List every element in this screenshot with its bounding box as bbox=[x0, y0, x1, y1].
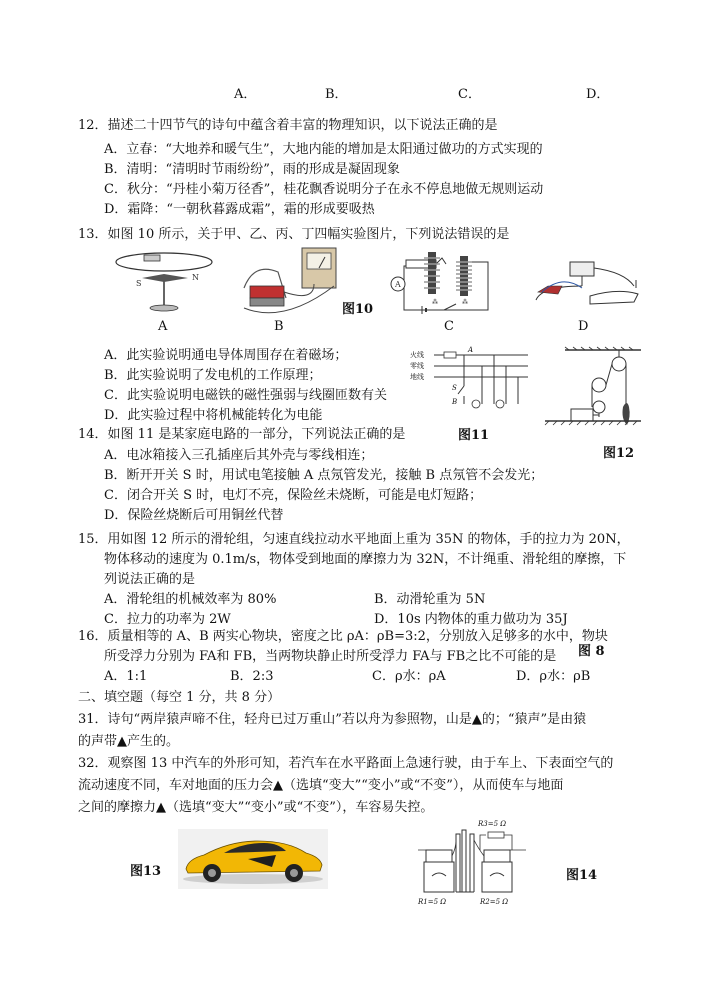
svg-text:S: S bbox=[136, 279, 142, 288]
svg-text:⁂: ⁂ bbox=[462, 299, 468, 306]
q14-option-d: D．保险丝烧断后可用铜丝代替 bbox=[104, 508, 284, 523]
q16-overlay-figure-label: 图 8 bbox=[578, 644, 605, 659]
svg-text:N: N bbox=[192, 273, 199, 282]
figure-12-caption: 图12 bbox=[603, 446, 635, 461]
q16-option-d: D．ρ水：ρB bbox=[516, 669, 591, 684]
section-2-title: 二、填空题（每空 1 分，共 8 分） bbox=[78, 690, 281, 705]
figure-10-label-d: D bbox=[578, 319, 589, 334]
figure-10-label-c: C bbox=[444, 319, 454, 334]
figure-10-d-diagram bbox=[528, 258, 644, 314]
q32-line-1: 32．观察图 13 中汽车的外形可知，若汽车在水平路面上急速行驶，由于车上、下表面空气的 bbox=[78, 756, 614, 771]
top-option-d: D． bbox=[586, 87, 610, 102]
q15-stem-line-2: 物体移动的速度为 0.1m/s，物体受到地面的摩擦力为 32N，不计绳重、滑轮组的摩擦，下 bbox=[104, 552, 627, 567]
figure-13-car-image bbox=[178, 829, 328, 889]
q15-stem-line-1: 15．用如图 12 所示的滑轮组，匀速直线拉动水平地面上重为 35N 的物体，手的拉力为 20N， bbox=[78, 532, 630, 547]
fig11-point-b: B bbox=[452, 398, 458, 406]
figure-14-caption: 图14 bbox=[566, 868, 598, 883]
figure-10-c-diagram bbox=[384, 248, 494, 318]
fig11-live-wire-label: 火线 bbox=[410, 351, 424, 359]
figure-11-caption: 图11 bbox=[458, 428, 490, 443]
q12-option-b: B．清明：“清明时节雨纷纷”，雨的形成是凝固现象 bbox=[104, 162, 400, 177]
figure-13-caption: 图13 bbox=[130, 864, 162, 879]
q16-option-c: C．ρ水：ρA bbox=[372, 669, 446, 684]
figure-10-a-diagram bbox=[112, 248, 220, 314]
q16-option-b: B．2:3 bbox=[230, 669, 274, 684]
q32-line-3: 之间的摩擦力▲（选填“变大”“变小”或“不变”），车容易失控。 bbox=[78, 800, 434, 815]
q13-stem: 13．如图 10 所示，关于甲、乙、丙、丁四幅实验图片，下列说法错误的是 bbox=[78, 227, 510, 242]
q15-stem-line-3: 列说法正确的是 bbox=[104, 572, 196, 587]
q12-option-c: C．秋分：“丹桂小菊万径香”，桂花飘香说明分子在永不停息地做无规则运动 bbox=[104, 182, 544, 197]
figure-10-b-diagram bbox=[240, 248, 340, 318]
q13-option-a: A．此实验说明通电导体周围存在着磁场； bbox=[104, 348, 348, 363]
q13-option-b: B．此实验说明了发电机的工作原理； bbox=[104, 368, 322, 383]
svg-text:A: A bbox=[395, 280, 401, 289]
q14-option-b: B．断开开关 S 时，用试电笔接触 A 点氖管发光，接触 B 点氖管不会发光； bbox=[104, 468, 544, 483]
figure-12-diagram bbox=[545, 347, 645, 429]
top-option-a: A． bbox=[234, 87, 257, 102]
q14-option-c: C．闭合开关 S 时，电灯不亮，保险丝未烧断，可能是电灯短路； bbox=[104, 488, 483, 503]
fig14-r3-label: R3=5 Ω bbox=[478, 820, 507, 828]
fig11-point-a: A bbox=[468, 346, 474, 354]
q32-line-2: 流动速度不同，车对地面的压力会▲（选填“变大”“变小”或“不变”），从而使车与地面 bbox=[78, 778, 564, 793]
q15-option-c: C．拉力的功率为 2W bbox=[104, 612, 231, 627]
q31-line-2: 的声带▲产生的。 bbox=[78, 734, 179, 749]
q15-option-a: A．滑轮组的机械效率为 80% bbox=[104, 592, 277, 607]
q16-option-a: A．1:1 bbox=[104, 669, 148, 684]
q13-option-d: D．此实验过程中将机械能转化为电能 bbox=[104, 408, 323, 423]
q31-line-1: 31．诗句“两岸猿声啼不住，轻舟已过万重山”若以舟为参照物，山是▲的；“猿声”是由猿 bbox=[78, 712, 587, 727]
fig14-r2-label: R2=5 Ω bbox=[480, 898, 509, 906]
q12-option-d: D．霜降：“一朝秋暮露成霜”，霜的形成要吸热 bbox=[104, 202, 375, 217]
figure-10-caption: 图10 bbox=[342, 302, 374, 317]
q16-stem-line-1: 16．质量相等的 A、B 两实心物块，密度之比 ρA：ρB=3:2，分别放入足够多的水中，物块 bbox=[78, 629, 608, 644]
q12-option-a: A．立春：“大地养和暖气生”，大地内能的增加是太阳通过做功的方式实现的 bbox=[104, 142, 543, 157]
fig11-neutral-wire-label: 零线 bbox=[410, 362, 424, 370]
q15-option-d: D．10s 内物体的重力做功为 35J bbox=[374, 612, 568, 627]
q13-option-c: C．此实验说明电磁铁的磁性强弱与线圈匝数有关 bbox=[104, 388, 387, 403]
q15-option-b: B．动滑轮重为 5N bbox=[374, 592, 486, 607]
fig11-switch-s: S bbox=[452, 384, 457, 392]
svg-text:⁂: ⁂ bbox=[432, 299, 438, 306]
q12-stem: 12．描述二十四节气的诗句中蕴含着丰富的物理知识，以下说法正确的是 bbox=[78, 118, 498, 133]
top-option-c: C． bbox=[458, 87, 481, 102]
q14-option-a: A．电冰箱接入三孔插座后其外壳与零线相连； bbox=[104, 448, 374, 463]
figure-10-label-b: B bbox=[274, 319, 284, 334]
fig14-r1-label: R1=5 Ω bbox=[418, 898, 447, 906]
q16-stem-line-2: 所受浮力分别为 FA和 FB，当两物块静止时所受浮力 FA与 FB之比不可能的是 bbox=[104, 649, 557, 664]
figure-11-diagram bbox=[410, 348, 530, 412]
q14-stem: 14．如图 11 是某家庭电路的一部分，下列说法正确的是 bbox=[78, 427, 406, 442]
fig11-ground-wire-label: 地线 bbox=[410, 373, 424, 381]
figure-10-label-a: A bbox=[158, 319, 168, 334]
top-option-b: B． bbox=[325, 87, 348, 102]
figure-14-diagram bbox=[416, 820, 540, 904]
